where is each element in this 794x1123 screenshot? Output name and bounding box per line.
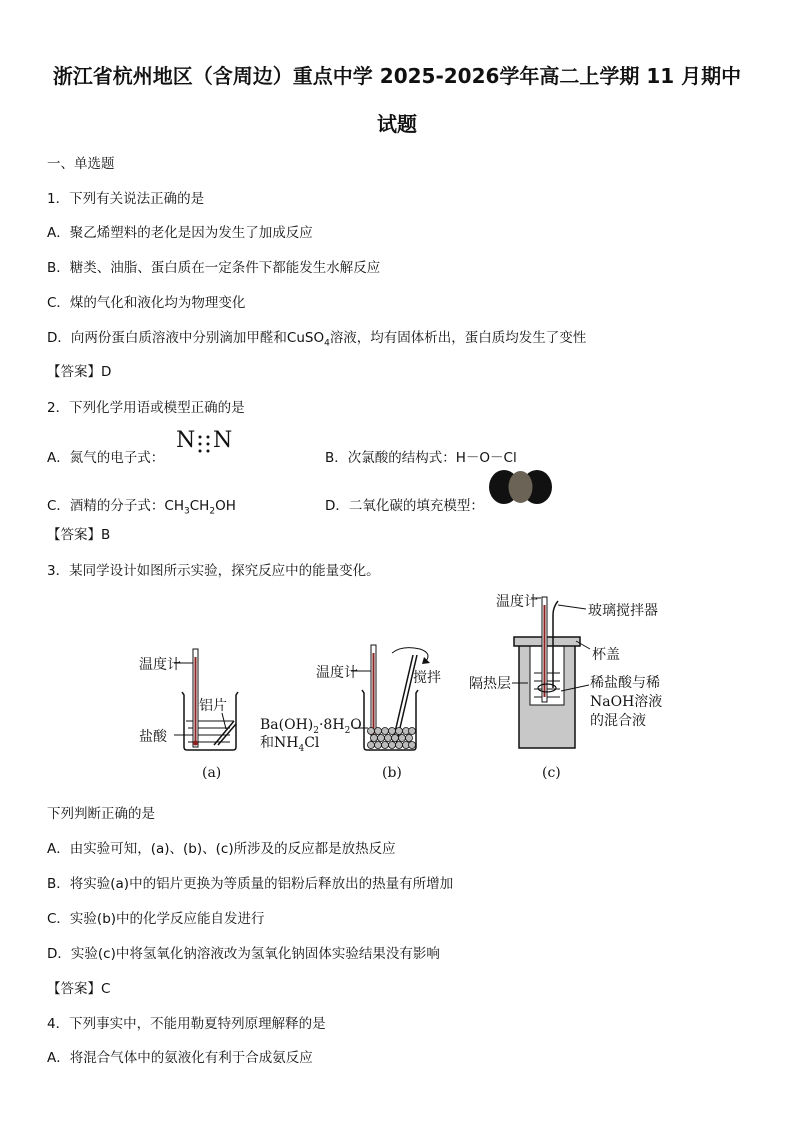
q1-stem: 1．下列有关说法正确的是 <box>47 191 205 207</box>
q2-option-d: D．二氧化碳的填充模型： <box>325 498 484 514</box>
q2-c-sub1: 3 <box>184 506 190 517</box>
q1-answer: 【答案】D <box>47 364 112 380</box>
apparatus-c <box>469 593 662 781</box>
q2-answer: 【答案】B <box>47 527 111 543</box>
b-caption: (b) <box>382 765 402 781</box>
n-atom-right: N <box>213 428 233 453</box>
q1-option-c: C．煤的气化和液化均为物理变化 <box>47 295 246 311</box>
q2-c-text3: OH <box>215 498 236 514</box>
q1-option-a: A．聚乙烯塑料的老化是因为发生了加成反应 <box>47 225 313 241</box>
q2-option-c <box>47 494 236 517</box>
b-thermometer-label: 温度计 <box>316 665 358 681</box>
q1-d-text1: D．向两份蛋白质溶液中分别滴加甲醛和CuSO <box>47 330 325 346</box>
q3-option-a: A．由实验可知，(a)、(b)、(c)所涉及的反应都是放热反应 <box>47 841 396 857</box>
c-thermometer-label: 温度计 <box>496 594 538 610</box>
apparatus-b <box>260 645 441 781</box>
c-liquid-line3: 的混合液 <box>590 713 646 729</box>
c-liquid-line2: NaOH溶液 <box>590 694 663 710</box>
q2-option-b: B．次氯酸的结构式：H－O－Cl <box>325 450 517 466</box>
n-atom-left: N <box>176 428 196 453</box>
a-caption: (a) <box>202 765 222 781</box>
section-heading: 一、单选题 <box>47 156 115 172</box>
c-liquid-line1: 稀盐酸与稀 <box>590 675 660 691</box>
q1-d-text2: 溶液，均有固体析出，蛋白质均发生了变性 <box>329 330 587 346</box>
experiment-figure <box>130 585 690 790</box>
q2-c-text2: CH <box>189 498 210 514</box>
q3-option-c: C．实验(b)中的化学反应能自发进行 <box>47 911 265 927</box>
q2-c-sub2: 2 <box>209 506 216 517</box>
co2-space-filling-model <box>488 468 554 508</box>
q2-option-a: A．氮气的电子式： <box>47 450 165 466</box>
page-title: 浙江省杭州地区（含周边）重点中学 2025-2026学年高二上学期 11 月期中 <box>52 64 742 88</box>
b-reagent-line2: 和$NH_4Cl$ <box>260 735 320 754</box>
q3-option-b: B．将实验(a)中的铝片更换为等质量的铝粉后释放出的热量有所增加 <box>47 876 454 892</box>
q3-judge: 下列判断正确的是 <box>47 806 155 822</box>
q3-stem: 3．某同学设计如图所示实验，探究反应中的能量变化。 <box>47 563 380 579</box>
q4-stem: 4．下列事实中，不能用勒夏特列原理解释的是 <box>47 1016 326 1032</box>
b-stir-label: 搅拌 <box>413 670 441 686</box>
q1-d-sub: 4 <box>324 338 330 349</box>
q2-c-text1: C．酒精的分子式：CH <box>47 498 185 514</box>
a-acid-label: 盐酸 <box>139 729 167 745</box>
c-insulation-label: 隔热层 <box>469 676 511 692</box>
c-caption: (c) <box>542 765 561 781</box>
c-stirrer-label: 玻璃搅拌器 <box>588 603 658 619</box>
q1-option-b: B．糖类、油脂、蛋白质在一定条件下都能发生水解反应 <box>47 260 381 276</box>
triple-bond-dots <box>195 433 215 455</box>
q3-answer: 【答案】C <box>47 981 111 997</box>
q4-option-a: A．将混合气体中的氨液化有利于合成氨反应 <box>47 1050 313 1066</box>
q2-stem: 2．下列化学用语或模型正确的是 <box>47 400 245 416</box>
n2-electron-formula <box>176 428 236 458</box>
a-thermometer-label: 温度计 <box>139 657 181 673</box>
a-foil-label: 铝片 <box>199 698 227 714</box>
q3-option-d: D．实验(c)中将氢氧化钠溶液改为氢氧化钠固体实验结果没有影响 <box>47 946 440 962</box>
b-reagent-line1: $Ba(OH)_2\cdot 8H_2O$ <box>260 717 362 736</box>
page-title-line2: 试题 <box>377 112 417 136</box>
solid-beads <box>368 728 416 749</box>
apparatus-a <box>139 649 238 781</box>
q1-option-d <box>47 326 586 349</box>
c-lid-label: 杯盖 <box>592 647 620 663</box>
